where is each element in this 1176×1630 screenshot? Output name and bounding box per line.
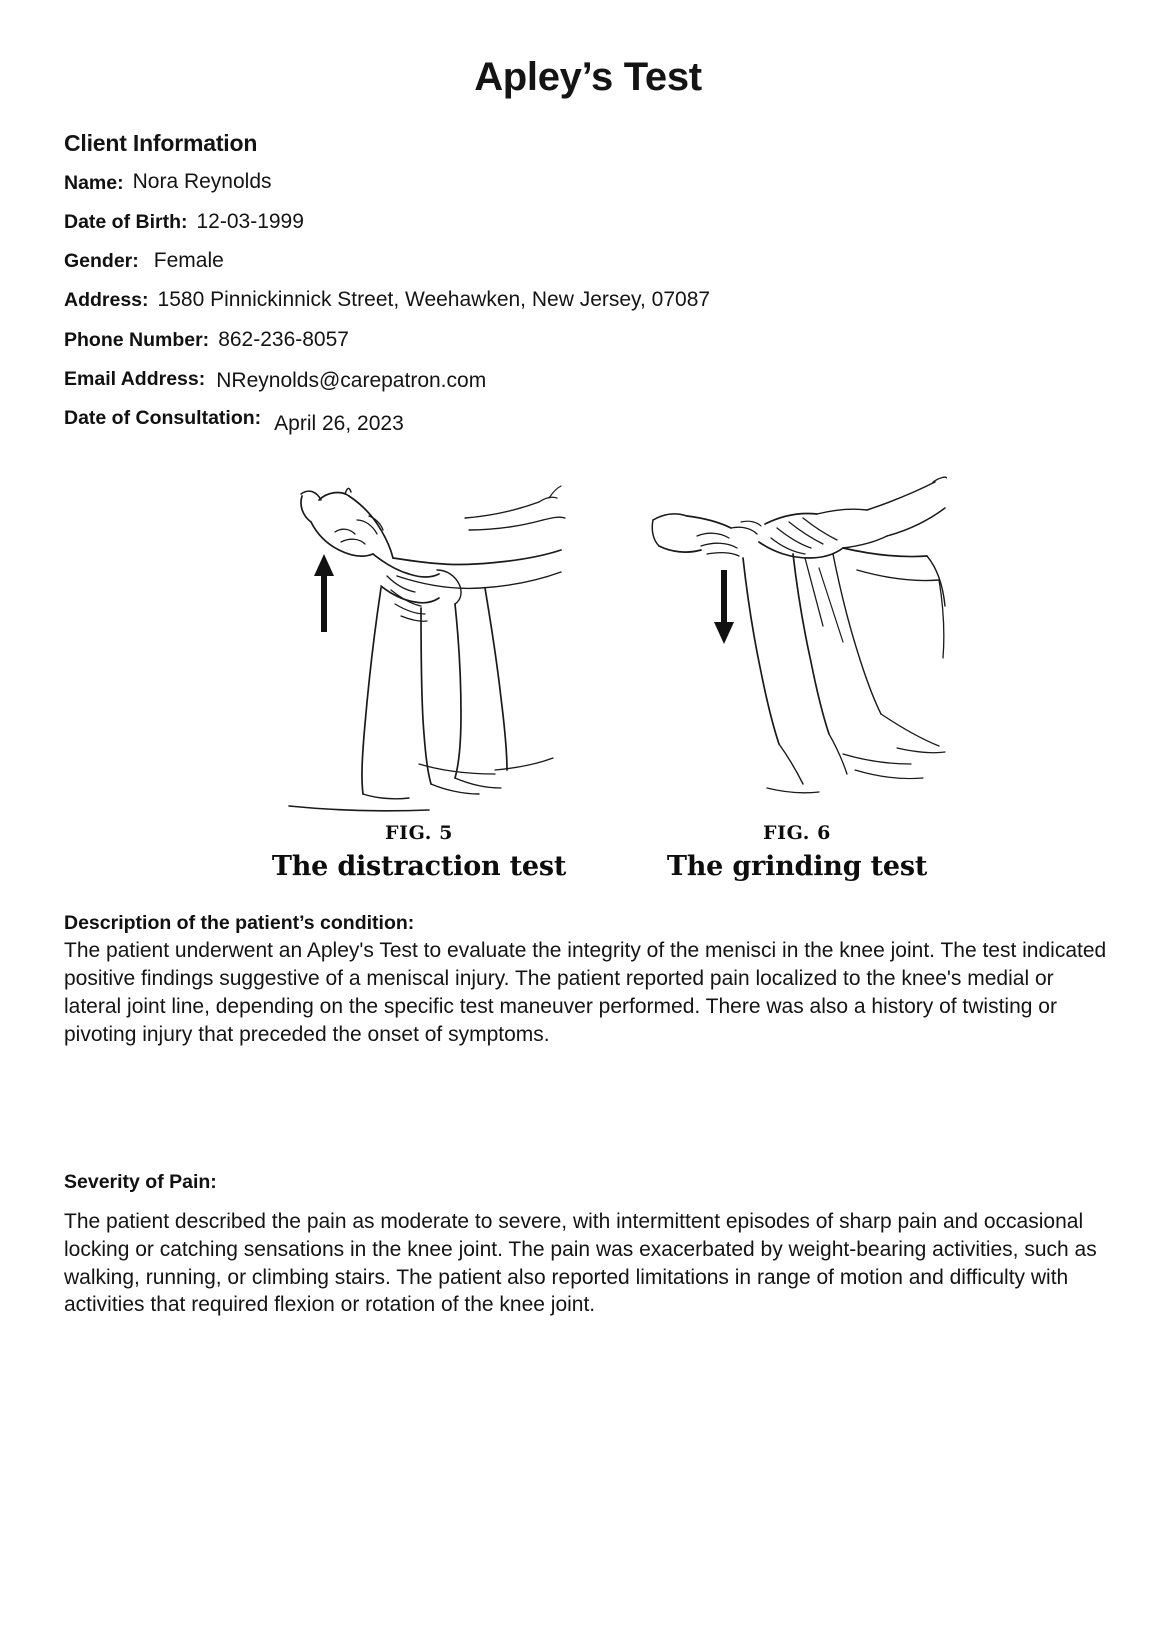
field-name-value[interactable]: Nora Reynolds xyxy=(132,170,272,193)
field-date-of-consultation-label: Date of Consultation: xyxy=(64,406,262,429)
figures-row xyxy=(0,458,1176,882)
field-address-value[interactable]: 1580 Pinnickinnick Street, Weehawken, New Jersey, 07087 xyxy=(157,288,711,312)
field-name xyxy=(64,171,1112,195)
figure-caption: The grinding test xyxy=(666,850,928,882)
severity-heading: Severity of Pain: xyxy=(64,1170,217,1193)
figure-number: FIG. 6 xyxy=(763,821,831,844)
description-heading: Description of the patient’s condition: xyxy=(64,911,415,934)
distraction-test-illustration xyxy=(269,458,569,818)
figure-distraction-test xyxy=(259,458,579,882)
field-phone-number-label: Phone Number: xyxy=(64,328,210,351)
figure-grinding-test xyxy=(637,458,957,882)
grinding-test-illustration xyxy=(647,458,947,818)
field-name-label: Name: xyxy=(64,172,124,194)
field-address xyxy=(64,288,1112,312)
field-address-label: Address: xyxy=(64,289,149,312)
severity-text: The patient described the pain as moderate to severe, with intermittent episodes of sharp pain and occasional locking or catching sensations in the knee joint. The pain was exacerbated by weight-bearing activities, such as walking, running, or climbing stairs. The patient also reported limitations in range of motion and difficulty with activities that required flexion or rotation of the knee joint. xyxy=(64,1209,1097,1317)
field-phone-number xyxy=(64,328,1112,352)
field-gender-label: Gender: xyxy=(64,250,139,273)
field-phone-number-value[interactable]: 862-236-8057 xyxy=(218,327,349,351)
field-email-address-label: Email Address: xyxy=(64,367,206,390)
description-text: The patient underwent an Apley's Test to evaluate the integrity of the menisci in the knee joint. The test indicated positive findings suggestive of a meniscal injury. The patient reported pain localized to the knee's medial or lateral joint line, depending on the specific test maneuver performed. There was also a history of twisting or pivoting injury that preceded the onset of symptoms. xyxy=(64,938,1107,1046)
field-date-of-birth-value[interactable]: 12-03-1999 xyxy=(196,210,304,234)
field-date-of-consultation-value[interactable]: April 26, 2023 xyxy=(274,411,404,435)
field-email-address xyxy=(64,367,1112,391)
page-title: Apley’s Test xyxy=(474,55,702,99)
field-date-of-birth-label: Date of Birth: xyxy=(64,211,188,234)
down-arrow-icon xyxy=(714,570,734,644)
figure-caption: The distraction test xyxy=(271,850,567,882)
up-arrow-icon xyxy=(314,554,334,632)
client-information-heading: Client Information xyxy=(64,130,258,156)
description-section xyxy=(0,912,1176,1049)
field-date-of-birth xyxy=(64,210,1112,234)
client-information-section xyxy=(0,130,1176,435)
field-email-address-value[interactable]: NReynolds@carepatron.com xyxy=(216,368,487,392)
severity-section xyxy=(0,1171,1176,1320)
field-date-of-consultation xyxy=(64,406,1112,435)
field-gender xyxy=(64,249,1112,273)
figure-number: FIG. 5 xyxy=(385,821,453,844)
field-gender-value[interactable]: Female xyxy=(153,249,224,273)
